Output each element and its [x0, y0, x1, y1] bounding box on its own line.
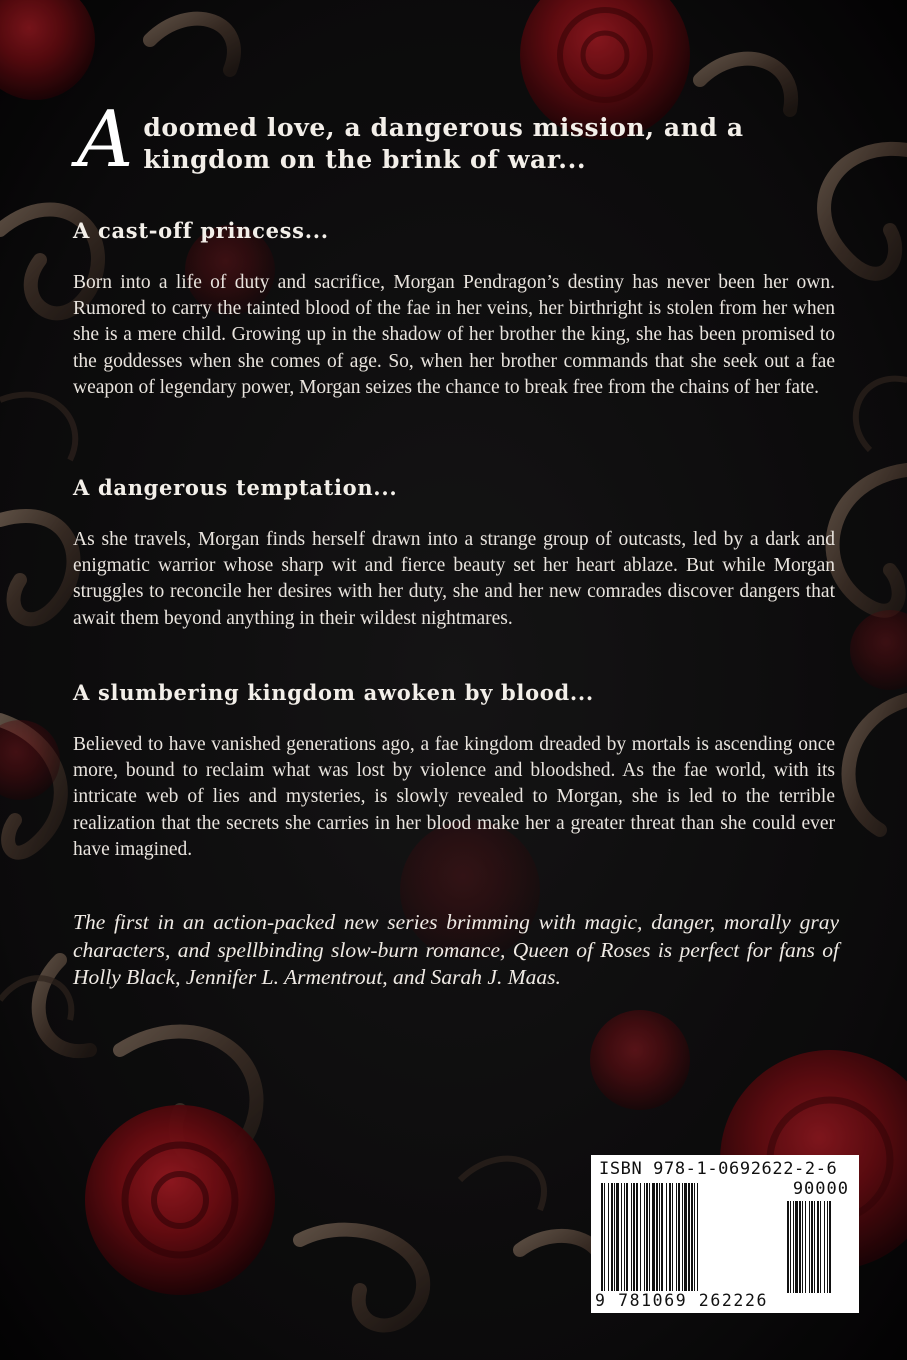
- section-body: Born into a life of duty and sacrifice, Morgan Pendragon’s destiny has never been her own. Rumored to carry the tainted blood of the fae in her veins, her birthright is stolen from her when she is a mere child. Growing up in the shadow of her brother the king, she has been promised to the goddesses when she comes of age. So, when her brother commands that she seek out a fae weapon of legendary power, Morgan seizes the chance to break free from the chains of her fate.: [73, 272, 835, 398]
- price-barcode-bar: [802, 1201, 803, 1293]
- barcode-bar: [676, 1183, 677, 1291]
- price-barcode-bar: [824, 1201, 825, 1293]
- section-body: As she travels, Morgan finds herself drawn into a strange group of outcasts, led by a dark and enigmatic warrior whose sharp wit and fierce beauty set her heart ablaze. But while Morgan struggles to reconcile her desires with her duty, she and her new comrades discover dangers that await them beyond anything in their wildest nightmares.: [73, 529, 835, 629]
- price-barcode-bars: [787, 1201, 849, 1293]
- price-barcode-bar: [793, 1201, 794, 1293]
- price-barcode-bar: [820, 1201, 821, 1293]
- barcode-bar: [688, 1183, 690, 1291]
- barcode-bar: [636, 1183, 638, 1291]
- barcode-bar: [672, 1183, 673, 1291]
- barcode-bar: [611, 1183, 613, 1291]
- barcode-bar: [649, 1183, 650, 1291]
- barcode-bar: [624, 1183, 625, 1291]
- barcode-bar: [604, 1183, 605, 1291]
- barcode-bar: [640, 1183, 641, 1291]
- barcode-bar: [644, 1183, 645, 1291]
- barcode-bar: [631, 1183, 632, 1291]
- price-barcode-bar: [809, 1201, 810, 1293]
- intro-text: doomed love, a dangerous mission, and a kingdom on the brink of war...: [143, 113, 744, 174]
- barcode-bar: [601, 1183, 603, 1291]
- intro-blurb: [73, 95, 843, 185]
- barcode-bar: [678, 1183, 680, 1291]
- price-barcode-bar: [790, 1201, 791, 1293]
- barcode-bar: [661, 1183, 663, 1291]
- barcode-bar: [614, 1183, 615, 1291]
- barcode-bar: [652, 1183, 655, 1291]
- barcode-bar: [621, 1183, 622, 1291]
- barcode-bar: [666, 1183, 667, 1291]
- tagline: The first in an action-packed new series brimming with magic, danger, morally gray characters, and spellbinding slow-burn romance, Queen of Roses is perfect for fans of Holly Black, Jennifer L. Armentrout, and Sarah J. Maas.: [73, 910, 839, 989]
- barcode-bar: [684, 1183, 687, 1291]
- price-barcode-bar: [827, 1201, 828, 1293]
- barcode-bar: [697, 1183, 698, 1291]
- price-barcode-bar: [811, 1201, 813, 1293]
- price-barcode-bar: [817, 1201, 819, 1293]
- price-barcode-bar: [814, 1201, 815, 1293]
- section-body: Believed to have vanished generations ago, a fae kingdom dreaded by mortals is ascending once more, bound to reclaim what was lost by violence and bloodshed. As the fae world, with its intricate web of lies and mysteries, is slowly revealed to Morgan, she is led to the terrible realization that the secrets she carries in her blood make her a greater threat than she could ever have imagined.: [73, 734, 835, 860]
- price-barcode-bar: [795, 1201, 798, 1293]
- ean-digits: 9 781069 262226: [595, 1291, 769, 1310]
- barcode-bar: [633, 1183, 635, 1291]
- price-barcode-bar: [799, 1201, 801, 1293]
- barcode-bars: [601, 1183, 781, 1291]
- barcode-bar: [691, 1183, 693, 1291]
- barcode-bar: [659, 1183, 660, 1291]
- isbn-label: ISBN 978-1-0692622-2-6: [599, 1159, 838, 1179]
- price-barcode-bar: [829, 1201, 831, 1293]
- barcode-bar: [694, 1183, 695, 1291]
- price-barcode-bar: [805, 1201, 806, 1293]
- barcode-bar: [616, 1183, 619, 1291]
- barcode-bar: [656, 1183, 658, 1291]
- drop-cap: A: [77, 95, 134, 185]
- barcode-bar: [608, 1183, 609, 1291]
- section-heading: A dangerous temptation...: [73, 475, 398, 500]
- price-barcode-bar: [787, 1201, 789, 1293]
- section-heading: A slumbering kingdom awoken by blood...: [73, 680, 594, 705]
- barcode-bar: [626, 1183, 628, 1291]
- section-heading: A cast-off princess...: [73, 218, 329, 243]
- barcode-bar: [682, 1183, 683, 1291]
- price-code: 90000: [792, 1179, 849, 1199]
- isbn-barcode: [591, 1155, 859, 1313]
- barcode-bar: [646, 1183, 648, 1291]
- barcode-bar: [669, 1183, 671, 1291]
